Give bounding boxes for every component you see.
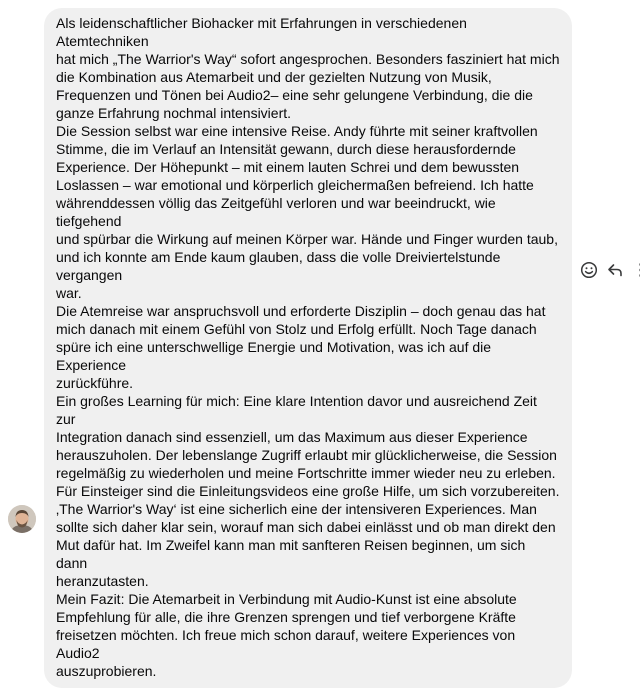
- message-line: Die Atemreise war anspruchsvoll und erforderte Disziplin – doch genau das hat: [56, 303, 546, 319]
- reply-button[interactable]: [604, 259, 626, 281]
- message-line: zurückführe.: [56, 375, 134, 391]
- message-line: Mut dafür hat. Im Zweifel kann man mit sanfteren Reisen beginnen, um sich dann: [56, 537, 526, 571]
- message-line: Ein großes Learning für mich: Eine klare Intention davor und ausreichend Zeit zur: [56, 393, 537, 427]
- message-line: war.: [56, 285, 82, 301]
- message-line: Empfehlung für alle, die ihre Grenzen sprengen und tief verborgene Kräfte: [56, 609, 516, 625]
- avatar[interactable]: [8, 505, 36, 533]
- message-line: Loslassen – war emotional und körperlich gleichermaßen befreiend. Ich hatte: [56, 177, 534, 193]
- message-line: herauszuholen. Der lebenslange Zugriff erlaubt mir glücklicherweise, die Session: [56, 447, 557, 463]
- smiley-icon: [580, 261, 598, 279]
- message-line: Integration danach sind essenziell, um das Maximum aus dieser Experience: [56, 429, 528, 445]
- message-line: und spürbar die Wirkung auf meinen Körper war. Hände und Finger wurden taub,: [56, 231, 558, 247]
- message-bubble: [44, 8, 572, 688]
- message-line: Experience. Der Höhepunkt – mit einem lauten Schrei und dem bewussten: [56, 159, 520, 175]
- message-line: freisetzen möchten. Ich freue mich schon darauf, weitere Experiences von Audio2: [56, 627, 516, 661]
- message-line: die Kombination aus Atemarbeit und der gezielten Nutzung von Musik,: [56, 69, 492, 85]
- reply-arrow-icon: [606, 261, 624, 279]
- message-line: Die Session selbst war eine intensive Reise. Andy führte mit seiner kraftvollen: [56, 123, 538, 139]
- user-avatar-icon: [8, 505, 36, 533]
- message-line: sollte sich daher klar sein, worauf man sich dabei einlässt und ob man direkt den: [56, 519, 556, 535]
- message-line: ‚The Warrior's Way‘ ist eine sicherlich eine der intensiveren Experiences. Man: [56, 501, 537, 517]
- message-line: hat mich „The Warrior's Way“ sofort angesprochen. Besonders fasziniert hat mich: [56, 51, 560, 67]
- message-line: Mein Fazit: Die Atemarbeit in Verbindung mit Audio-Kunst ist eine absolute: [56, 591, 517, 607]
- message-line: ganze Erfahrung nochmal intensiviert.: [56, 105, 292, 121]
- message-line: währenddessen völlig das Zeitgefühl verloren und war beeindruckt, wie tiefgehend: [56, 195, 496, 229]
- message-line: Frequenzen und Tönen bei Audio2– eine sehr gelungene Verbindung, die die: [56, 87, 533, 103]
- react-button[interactable]: [578, 259, 600, 281]
- message-line: heranzutasten.: [56, 573, 149, 589]
- message-line: spüre ich eine unterschwellige Energie und Motivation, was ich auf die Experience: [56, 339, 492, 373]
- message-actions: [578, 259, 640, 281]
- message-line: und ich konnte am Ende kaum glauben, dass die volle Dreiviertelstunde vergangen: [56, 249, 501, 283]
- more-dots-icon: [632, 261, 640, 279]
- message-line: auszuprobieren.: [56, 663, 157, 679]
- message-line: Stimme, die im Verlauf an Intensität gewann, durch diese herausfordernde: [56, 141, 516, 157]
- message-line: Als leidenschaftlicher Biohacker mit Erfahrungen in verschiedenen Atemtechniken: [56, 15, 467, 49]
- message-line: regelmäßig zu wiederholen und meine Fortschritte immer wieder neu zu erleben.: [56, 465, 556, 481]
- message-line: mich danach mit einem Gefühl von Stolz und Erfolg erfüllt. Noch Tage danach: [56, 321, 537, 337]
- message-line: Für Einsteiger sind die Einleitungsvideos eine große Hilfe, um sich vorzubereiten.: [56, 483, 560, 499]
- more-button[interactable]: [630, 259, 640, 281]
